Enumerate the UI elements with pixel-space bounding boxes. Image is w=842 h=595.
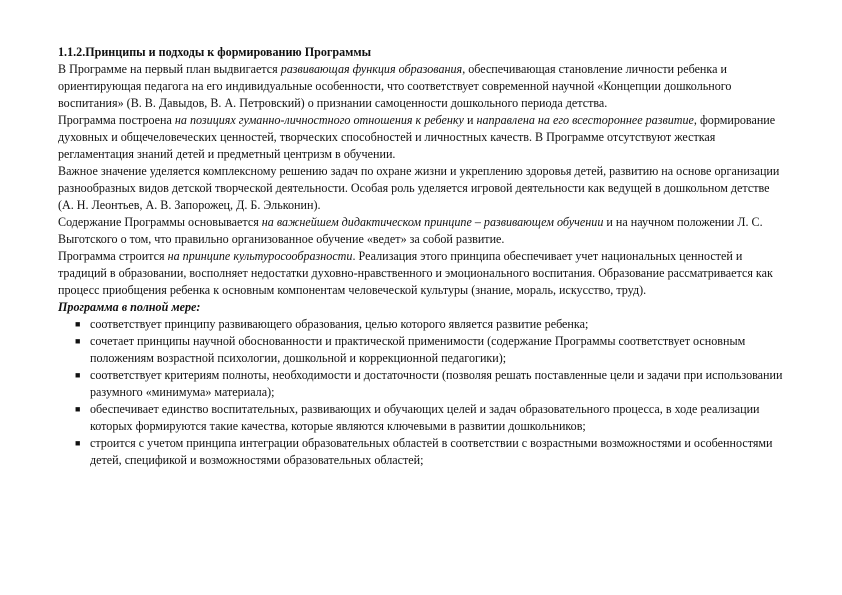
- principles-list: [58, 316, 788, 469]
- list-item: [58, 435, 788, 469]
- square-bullet-icon: ■: [75, 319, 81, 329]
- text-run: и: [463, 113, 477, 127]
- paragraph: [58, 61, 788, 112]
- text-run: и на научном положении Л. С. Выготского о том, что правильно организованное обучение «ведет» за собой развитие.: [58, 215, 763, 246]
- square-bullet-icon: ■: [75, 404, 81, 414]
- text-run: Содержание Программы основывается: [58, 215, 262, 229]
- body-paragraphs: [58, 61, 788, 299]
- list-item-text: соответствует критериям полноты, необходимости и достаточности (позволяя решать поставленные цели и задачи при использовании разумного «минимума» материала);: [90, 368, 783, 399]
- list-item-text: сочетает принципы научной обоснованности и практической применимости (содержание Программы соответствует основным положениям возрастной психологии, дошкольной и коррекционной педагогики);: [90, 334, 746, 365]
- list-item-text: строится с учетом принципа интеграции образовательных областей в соответствии с возрастными возможностями и особенностями детей, спецификой и возможностями образовательных областей;: [90, 436, 773, 467]
- paragraph: [58, 248, 788, 299]
- document-page: [58, 44, 788, 469]
- text-run: В Программе на первый план выдвигается: [58, 62, 281, 76]
- square-bullet-icon: ■: [75, 336, 81, 346]
- square-bullet-icon: ■: [75, 438, 81, 448]
- emphasis-text: направлена на его всестороннее развитие: [476, 113, 694, 127]
- paragraph: [58, 112, 788, 163]
- text-run: Программа строится: [58, 249, 168, 263]
- text-run: , обеспечивающая становление личности ребенка и ориентирующая педагога на его индивидуальные особенности, что соответствует современной научной «Концепции дошкольного воспитания» (В. В. Давыдов, В. А. Петровский) о признании самоценности дошкольного периода детства.: [58, 62, 732, 110]
- list-subheading: Программа в полной мере:: [58, 300, 201, 314]
- list-item: [58, 316, 788, 333]
- text-run: Важное значение уделяется комплексному решению задач по охране жизни и укреплению здоровья детей, развитию на основе организации разнообразных видов детской творческой деятельности. Особая роль уделяется игровой деятельности как ведущей в дошкольном детстве (А. Н. Леонтьев, А. В. Запорожец, Д. Б. Эльконин).: [58, 164, 780, 212]
- list-item: [58, 333, 788, 367]
- square-bullet-icon: ■: [75, 370, 81, 380]
- paragraph: [58, 214, 788, 248]
- text-run: . Реализация этого принципа обеспечивает учет национальных ценностей и традиций в образовании, восполняет недостатки духовно-нравственного и эмоционального воспитания. Образование рассматривается как процесс приобщения ребенка к основным компонентам человеческой культуры (знание, мораль, искусство, труд).: [58, 249, 773, 297]
- list-item: [58, 367, 788, 401]
- emphasis-text: на принципе культуросообразности: [167, 249, 353, 263]
- list-item: [58, 401, 788, 435]
- list-item-text: обеспечивает единство воспитательных, развивающих и обучающих целей и задач образовательного процесса, в ходе реализации которых формируются такие качества, которые являются ключевыми в развитии дошкольников;: [90, 402, 760, 433]
- list-item-text: соответствует принципу развивающего образования, целью которого является развитие ребенка;: [90, 317, 589, 331]
- section-heading: 1.1.2.Принципы и подходы к формированию Программы: [58, 45, 372, 59]
- emphasis-text: на важнейшем дидактическом принципе – развивающем обучении: [261, 215, 604, 229]
- emphasis-text: развивающая функция образования: [280, 62, 463, 76]
- paragraph: [58, 163, 788, 214]
- emphasis-text: на позициях гуманно-личностного отношения к ребенку: [174, 113, 464, 127]
- text-run: , формирование духовных и общечеловеческих ценностей, творческих способностей и личностных качеств. В Программе отсутствуют жесткая регламентация знаний детей и предметный центризм в обучении.: [58, 113, 776, 161]
- text-run: Программа построена: [58, 113, 175, 127]
